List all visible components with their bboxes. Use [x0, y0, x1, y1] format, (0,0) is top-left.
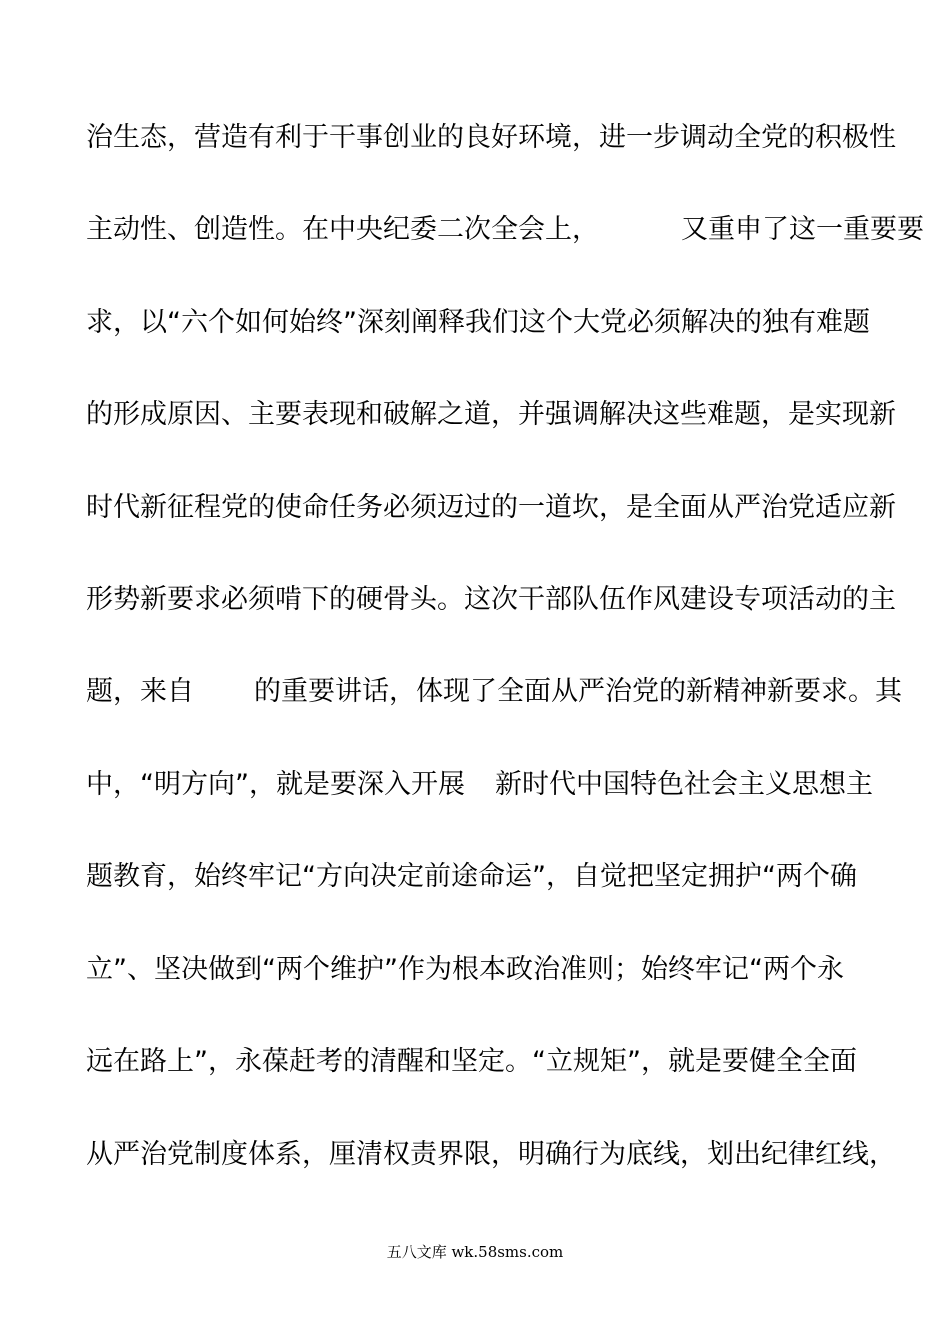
text-segment: 又重申了这一重要要: [681, 214, 924, 245]
text-segment: 从严治党制度体系，厘清权责界限，明确行为底线，划出纪律红线，: [86, 1139, 896, 1170]
text-segment: 新时代中国特色社会主义思想主: [494, 769, 873, 800]
text-line-2: [86, 210, 924, 250]
text-segment: 求，以“六个如何始终”深刻阐释我们这个大党必须解决的独有难题: [86, 307, 870, 338]
text-line-4: [86, 395, 896, 435]
text-line-8: [86, 765, 876, 805]
footer-watermark: 五八文库 wk.58sms.com: [386, 1243, 564, 1261]
text-line-7: [86, 672, 902, 712]
text-segment: 形势新要求必须啃下的硬骨头。这次干部队伍作风建设专项活动的主: [86, 584, 896, 615]
text-segment: 立”、坚决做到“两个维护”作为根本政治准则；始终牢记“两个永: [86, 954, 844, 985]
text-segment: 的重要讲话，体现了全面从严治党的新精神新要求。其: [254, 676, 902, 707]
text-segment: 远在路上”，永葆赶考的清醒和坚定。“立规矩”，就是要健全全面: [86, 1046, 857, 1077]
text-segment: 的形成原因、主要表现和破解之道，并强调解决这些难题，是实现新: [86, 399, 896, 430]
text-line-1: [86, 118, 896, 158]
text-line-12: [86, 1135, 896, 1175]
text-segment: 治生态，营造有利于干事创业的良好环境，进一步调动全党的积极性: [86, 122, 896, 153]
text-segment: 中，“明方向”，就是要深入开展: [86, 769, 465, 800]
text-segment: 主动性、创造性。在中央纪委二次全会上，: [86, 214, 599, 245]
text-line-5: [86, 488, 896, 528]
text-line-9: [86, 857, 876, 897]
text-segment: 时代新征程党的使命任务必须迈过的一道坎，是全面从严治党适应新: [86, 492, 896, 523]
text-segment: 题，来自: [86, 676, 194, 707]
text-line-3: [86, 303, 876, 343]
text-line-6: [86, 580, 896, 620]
text-segment: 题教育，始终牢记“方向决定前途命运”，自觉把坚定拥护“两个确: [86, 861, 857, 892]
text-line-11: [86, 1042, 876, 1082]
text-line-10: [86, 950, 876, 990]
